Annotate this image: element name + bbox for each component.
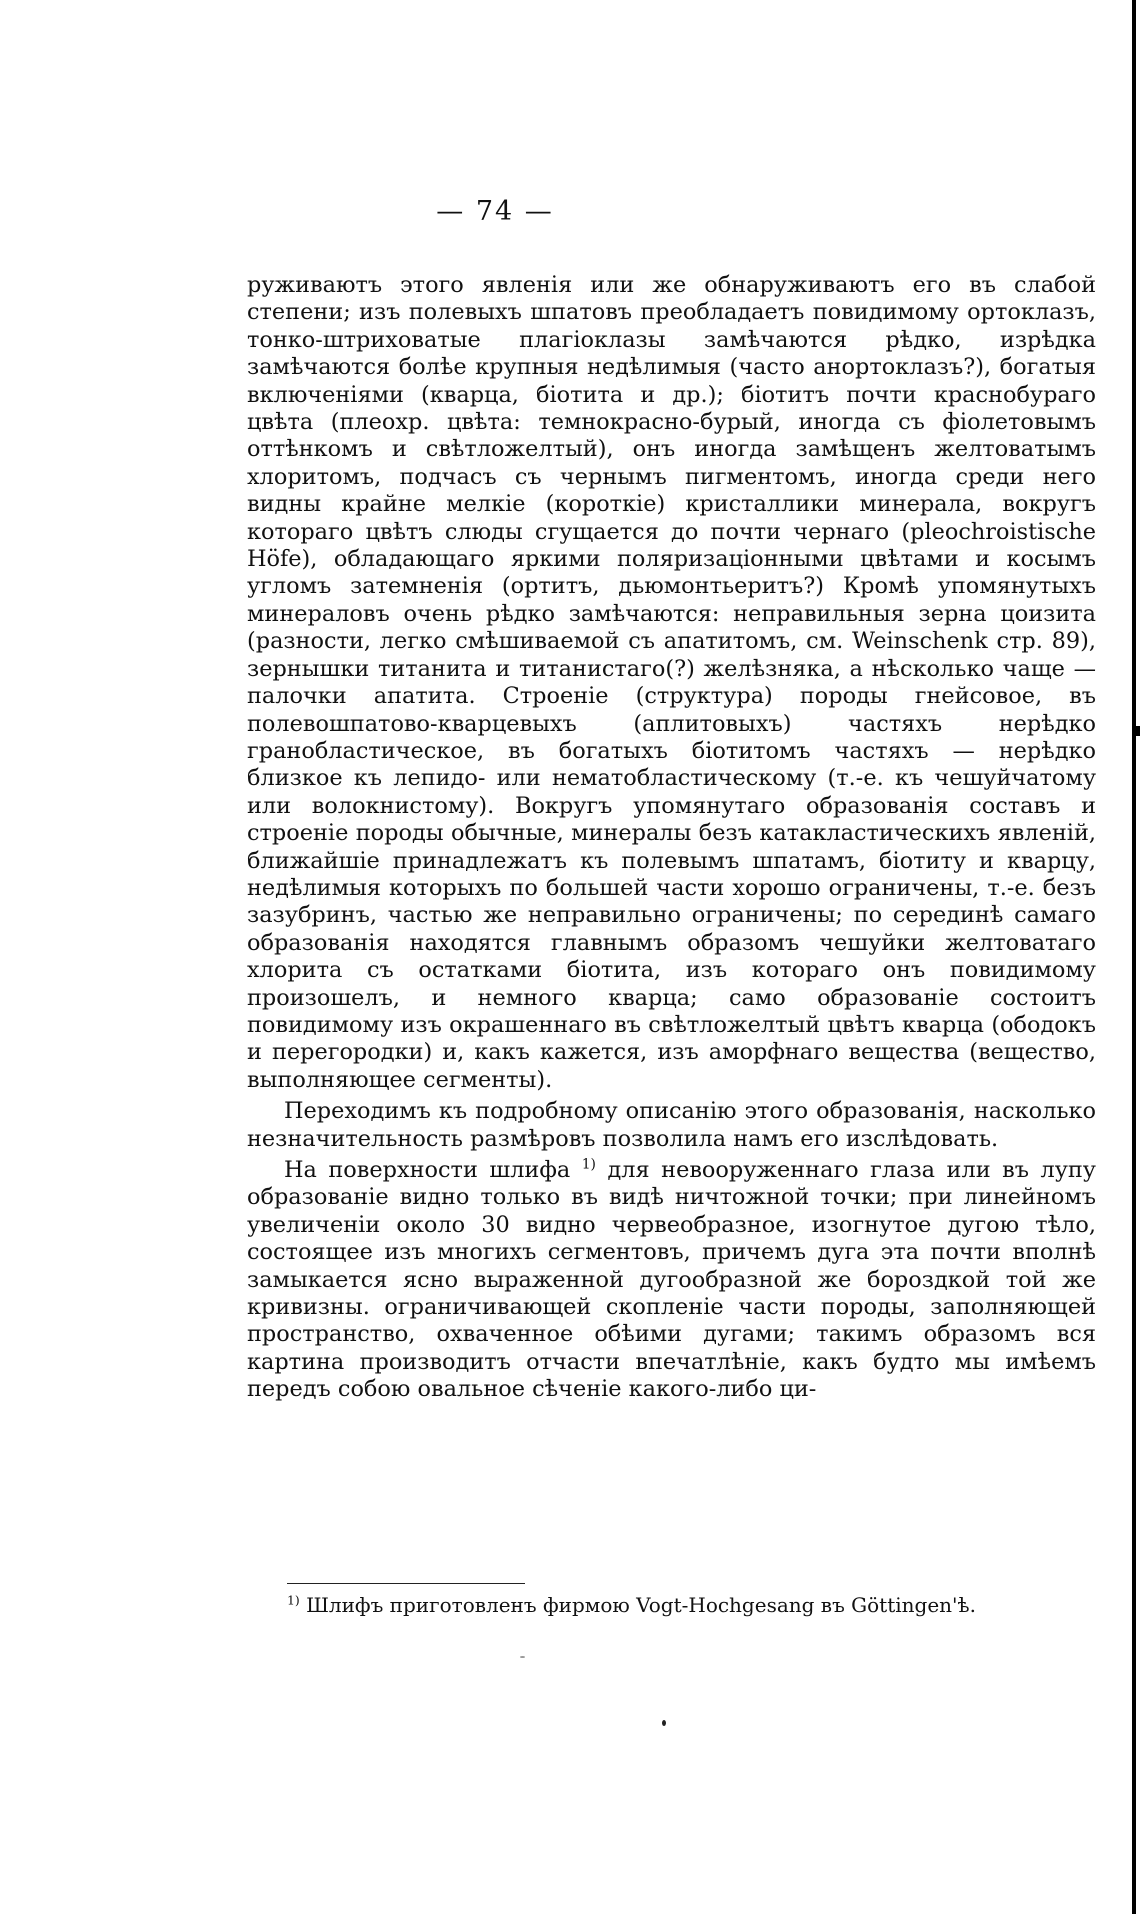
paragraph-3-text-start: На поверхности шлифа xyxy=(284,1157,582,1183)
ink-speck xyxy=(662,1720,666,1726)
page-number: — 74 — xyxy=(436,196,554,227)
paragraph-2: Переходимъ къ подробному описанію этого образованія, насколько незначительность размѣровъ позволила намъ его изслѣдовать. xyxy=(247,1098,1096,1152)
ink-speck xyxy=(520,1656,525,1658)
footnote-reference: 1) xyxy=(581,1156,596,1173)
page-edge-shadow xyxy=(1132,0,1136,1914)
paragraph-3-text-end: для невооруженнаго глаза или въ лупу образованіе видно только въ видѣ ничтожной точки; при линейномъ увеличеніи около 30 видно червеобразное, изогнутое дугою тѣло, состоящее изъ многихъ сегментовъ, причемъ дуга эта почти вполнѣ замыкается ясно выраженной дугообразной же бороздкой той же кривизны. ограничивающей скопленіе части породы, заполняющей пространство, охваченное обѣими дугами; такимъ образомъ вся картина производитъ отчасти впечатлѣніе, какъ будто мы имѣемъ передъ собою овальное сѣченіе какого-либо ци- xyxy=(247,1157,1096,1403)
paragraph-1: руживаютъ этого явленія или же обнаруживаютъ его въ слабой степени; изъ полевыхъ шпатовъ преобладаетъ повидимому ортоклазъ, тонко-штриховатые плагіоклазы замѣчаются рѣдко, изрѣдка замѣчаются болѣе крупныя недѣлимыя (часто анортоклазъ?), богатыя включеніями (кварца, біотита и др.); біотитъ почти краснобураго цвѣта (плеохр. цвѣта: темнокрасно-бурый, иногда съ фіолетовымъ оттѣнкомъ и свѣтложелтый), онъ иногда замѣщенъ желтоватымъ хлоритомъ, подчасъ съ чернымъ пигментомъ, иногда среди него видны крайне мелкіе (короткіе) кристаллики минерала, вокругъ котораго цвѣтъ слюды сгущается до почти чернаго (pleochroistische Höfe), обладающаго яркими поляризаціонными цвѣтами и косымъ угломъ затемненія (ортитъ, дьюмонтьеритъ?) Кромѣ упомянутыхъ минераловъ очень рѣдко замѣчаются: неправильныя зерна цоизита (разности, легко смѣшиваемой съ апатитомъ, см. Weinschenk стр. 89), зернышки титанита и титанистаго(?) желѣзняка, а нѣсколько чаще — палочки апатита. Строеніе (структура) породы гнейсовое, въ полевошпатово-кварцевыхъ (аплитовыхъ) частяхъ нерѣдко гранобластическое, въ богатыхъ біотитомъ частяхъ — нерѣдко близкое къ лепидо- или нематобластическому (т.-е. къ чешуйчатому или волокнистому). Вокругъ упомянутаго образованія составъ и строеніе породы обычные, минералы безъ катакластическихъ явленій, ближайшіе принадлежатъ къ полевымъ шпатамъ, біотиту и кварцу, недѣлимыя которыхъ по большей части хорошо ограничены, т.-е. безъ зазубринъ, частью же неправильно ограничены; по серединѣ самаго образованія находятся главнымъ образомъ чешуйки желтоватаго хлорита съ остатками біотита, изъ котораго онъ повидимому произошелъ, и немного кварца; само образованіе состоитъ повидимому изъ окрашеннаго въ свѣтложелтый цвѣтъ кварца (ободокъ и перегородки) и, какъ кажется, изъ аморфнаго вещества (вещество, выполняющее сегменты). xyxy=(247,272,1096,1093)
footnote xyxy=(287,1592,1087,1618)
footnote-text: Шлифъ приготовленъ фирмою Vogt-Hochgesang въ Göttingen'ѣ. xyxy=(299,1593,976,1617)
paragraph-3 xyxy=(247,1157,1096,1404)
body-text xyxy=(247,272,1096,1404)
page-edge-mark xyxy=(1134,726,1140,736)
footnote-mark: 1) xyxy=(287,1592,300,1608)
footnote-divider xyxy=(287,1583,525,1584)
